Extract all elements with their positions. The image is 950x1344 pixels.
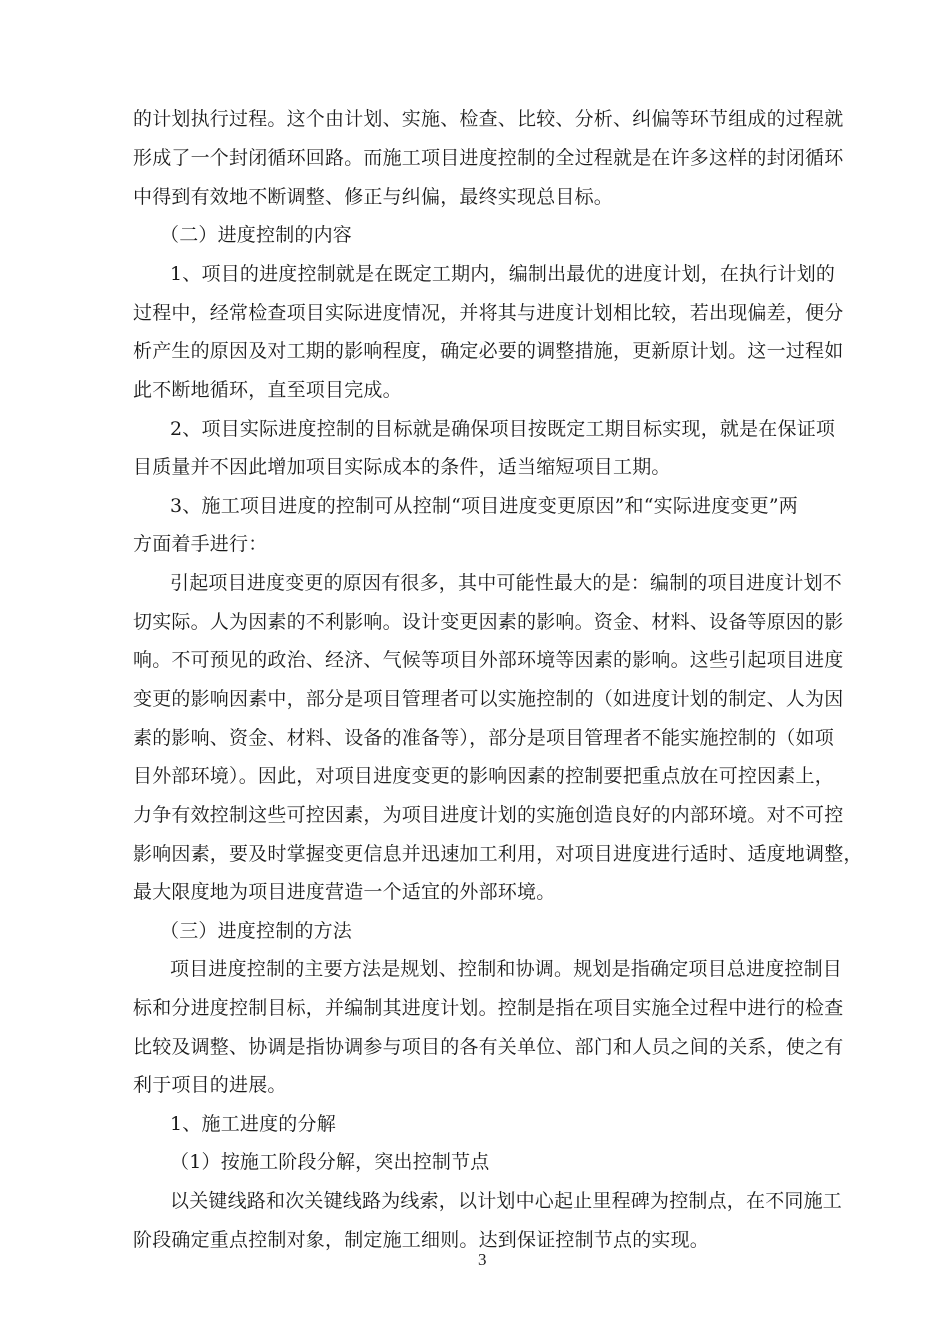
body-text-line: 析产生的原因及对工期的影响程度，确定必要的调整措施，更新原计划。这一过程如 xyxy=(133,340,844,362)
body-text-line: 利于项目的进展。 xyxy=(133,1074,287,1096)
body-text-line: 力争有效控制这些可控因素，为项目进度计划的实施创造良好的内部环境。对不可控 xyxy=(133,804,844,826)
section-heading: （三）进度控制的方法 xyxy=(160,920,353,942)
section-heading: （二）进度控制的内容 xyxy=(160,224,353,246)
body-text-line: 方面着手进行： xyxy=(133,533,268,555)
body-text-line: 以关键线路和次关键线路为线索，以计划中心起止里程碑为控制点，在不同施工 xyxy=(170,1190,843,1212)
body-text-line: 影响因素，要及时掌握变更信息并迅速加工利用，对项目进度进行适时、适度地调整， xyxy=(133,843,863,865)
body-text-line: 过程中，经常检查项目实际进度情况，并将其与进度计划相比较，若出现偏差，便分 xyxy=(133,302,844,324)
body-text-line: 形成了一个封闭循环回路。而施工项目进度控制的全过程就是在许多这样的封闭循环 xyxy=(133,147,844,169)
body-text-line: 比较及调整、协调是指协调参与项目的各有关单位、部门和人员之间的关系，使之有 xyxy=(133,1036,844,1058)
subsection-heading: 1、施工进度的分解 xyxy=(170,1113,336,1135)
body-text-line: 的计划执行过程。这个由计划、实施、检查、比较、分析、纠偏等环节组成的过程就 xyxy=(133,108,844,130)
body-text-line: 项目进度控制的主要方法是规划、控制和协调。规划是指确定项目总进度控制目 xyxy=(170,958,843,980)
body-text-line: 响。不可预见的政治、经济、气候等项目外部环境等因素的影响。这些引起项目进度 xyxy=(133,649,844,671)
body-text-line: 此不断地循环，直至项目完成。 xyxy=(133,379,402,401)
body-text-line: 3、施工项目进度的控制可从控制“项目进度变更原因”和“实际进度变更”两 xyxy=(170,495,798,517)
body-text-line: 目外部环境）。因此，对项目进度变更的影响因素的控制要把重点放在可控因素上， xyxy=(133,765,834,787)
body-text-line: 1、项目的进度控制就是在既定工期内，编制出最优的进度计划，在执行计划的 xyxy=(170,263,836,285)
page-number: 3 xyxy=(478,1250,487,1269)
body-text-line: 中得到有效地不断调整、修正与纠偏，最终实现总目标。 xyxy=(133,186,614,208)
body-text-line: 标和分进度控制目标，并编制其进度计划。控制是指在项目实施全过程中进行的检查 xyxy=(133,997,844,1019)
body-text-line: 目质量并不因此增加项目实际成本的条件，适当缩短项目工期。 xyxy=(133,456,671,478)
body-text-line: 最大限度地为项目进度营造一个适宜的外部环境。 xyxy=(133,881,556,903)
body-text-line: 2、项目实际进度控制的目标就是确保项目按既定工期目标实现，就是在保证项 xyxy=(170,418,836,440)
body-text-line: 变更的影响因素中，部分是项目管理者可以实施控制的（如进度计划的制定、人为因 xyxy=(133,688,844,710)
body-text-line: 阶段确定重点控制对象，制定施工细则。达到保证控制节点的实现。 xyxy=(133,1229,710,1251)
body-text-line: 素的影响、资金、材料、设备的准备等），部分是项目管理者不能实施控制的（如项 xyxy=(133,727,834,749)
body-text-line: 切实际。人为因素的不利影响。设计变更因素的影响。资金、材料、设备等原因的影 xyxy=(133,611,844,633)
subsection-heading: （1）按施工阶段分解，突出控制节点 xyxy=(170,1151,490,1173)
body-text-line: 引起项目进度变更的原因有很多，其中可能性最大的是：编制的项目进度计划不 xyxy=(170,572,843,594)
